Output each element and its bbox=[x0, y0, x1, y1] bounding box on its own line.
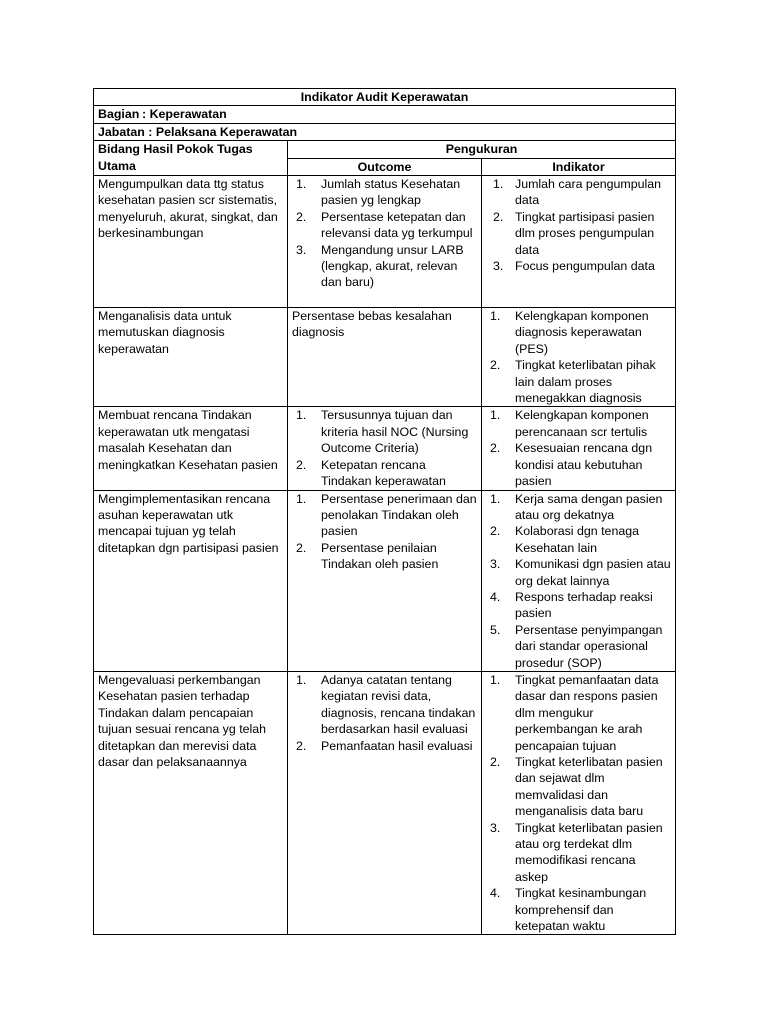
bagian-row bbox=[94, 106, 676, 123]
list-text: Kolaborasi dgn tenaga Kesehatan lain bbox=[515, 524, 640, 555]
table-row bbox=[94, 671, 676, 935]
bidang-cell: Mengimplementasikan rencana asuhan keperawatan utk mencapai tujuan yg telah ditetapkan dgn partisipasi pasien bbox=[94, 490, 288, 671]
list-text: Jumlah status Kesehatan pasien yg lengkap bbox=[321, 177, 461, 208]
list-item bbox=[486, 589, 671, 622]
list-item bbox=[292, 491, 477, 540]
list-number: 2. bbox=[296, 540, 307, 555]
list-number: 2. bbox=[490, 755, 501, 769]
indikator-cell bbox=[482, 407, 676, 490]
outcome-cell bbox=[288, 671, 482, 935]
list-number: 2. bbox=[490, 358, 501, 373]
list-item bbox=[486, 176, 671, 209]
list-text: Adanya catatan tentang kegiatan revisi data, diagnosis, rencana tindakan berdasarkan hasil evaluasi bbox=[321, 672, 476, 737]
list-number: 3. bbox=[493, 259, 504, 274]
list-number: 4. bbox=[490, 589, 501, 604]
table-title: Indikator Audit Keperawatan bbox=[94, 89, 676, 106]
list-number: 2. bbox=[296, 457, 307, 472]
indikator-cell bbox=[482, 490, 676, 671]
list-text: Tersusunnya tujuan dan kriteria hasil NOC (Nursing Outcome Criteria) bbox=[321, 408, 469, 456]
list-text: Tingkat kesinambungan komprehensif dan ketepatan waktu bbox=[515, 886, 647, 934]
outcome-cell bbox=[288, 407, 482, 490]
indikator-list bbox=[486, 672, 671, 935]
list-text: Persentase penyimpangan dari standar operasional prosedur (SOP) bbox=[515, 622, 663, 670]
table-row bbox=[94, 176, 676, 308]
indikator-cell bbox=[482, 308, 676, 407]
list-item bbox=[292, 407, 477, 456]
list-item bbox=[292, 209, 477, 242]
list-text: Ketepatan rencana Tindakan keperawatan bbox=[321, 457, 446, 489]
list-item bbox=[486, 523, 671, 556]
list-text: Kesesuaian rencana dgn kondisi atau kebutuhan pasien bbox=[515, 441, 653, 489]
list-text: Komunikasi dgn pasien atau org dekat lainnya bbox=[515, 557, 671, 588]
list-item bbox=[486, 556, 671, 589]
list-text: Kelengkapan komponen perencanaan scr tertulis bbox=[515, 408, 649, 439]
list-item bbox=[486, 820, 671, 886]
list-number: 1. bbox=[490, 309, 501, 324]
bidang-cell: Menganalisis data untuk memutuskan diagnosis keperawatan bbox=[94, 308, 288, 407]
list-number: 1. bbox=[296, 177, 307, 192]
list-number: 1. bbox=[490, 491, 501, 506]
list-text: Tingkat pemanfaatan data dasar dan respons pasien dlm mengukur perkembangan ke arah pencapaian tujuan bbox=[515, 672, 659, 753]
list-number: 2. bbox=[490, 441, 501, 456]
header-indikator: Indikator bbox=[482, 158, 676, 175]
list-text: Persentase penilaian Tindakan oleh pasien bbox=[321, 540, 439, 572]
list-number: 3. bbox=[296, 242, 307, 257]
audit-indicator-table bbox=[93, 88, 676, 935]
indikator-list bbox=[486, 308, 671, 406]
list-number: 2. bbox=[493, 209, 504, 224]
list-text: Tingkat keterlibatan pihak lain dalam proses menegakkan diagnosis bbox=[515, 358, 656, 406]
table-row bbox=[94, 490, 676, 671]
bagian-label: Bagian bbox=[98, 107, 140, 122]
list-item bbox=[486, 258, 671, 274]
list-item bbox=[486, 440, 671, 489]
list-item bbox=[486, 885, 671, 934]
list-number: 5. bbox=[490, 622, 501, 637]
list-item bbox=[292, 738, 477, 754]
outcome-cell bbox=[288, 176, 482, 308]
outcome-cell bbox=[288, 490, 482, 671]
bidang-cell: Mengumpulkan data ttg status kesehatan pasien scr sistematis, menyeluruh, akurat, singkat, dan berkesinambungan bbox=[94, 176, 288, 308]
indikator-cell bbox=[482, 671, 676, 935]
list-number: 3. bbox=[490, 557, 501, 572]
list-text: Pemanfaatan hasil evaluasi bbox=[321, 738, 473, 753]
list-text: Tingkat keterlibatan pasien atau org terdekat dlm memodifikasi rencana askep bbox=[515, 820, 663, 884]
indikator-list bbox=[486, 491, 671, 671]
list-number: 1. bbox=[296, 408, 307, 423]
list-number: 1. bbox=[490, 408, 501, 423]
list-number: 2. bbox=[296, 209, 307, 224]
list-text: Kerja sama dengan pasien atau org dekatnya bbox=[515, 491, 663, 522]
list-item bbox=[292, 242, 477, 291]
jabatan-label: Jabatan bbox=[98, 124, 145, 139]
header-pengukuran: Pengukuran bbox=[288, 141, 676, 158]
indikator-list bbox=[486, 407, 671, 489]
list-number: 4. bbox=[490, 886, 501, 901]
outcome-list bbox=[292, 672, 477, 754]
list-text: Tingkat partisipasi pasien dlm proses pengumpulan data bbox=[515, 209, 655, 257]
list-item bbox=[486, 491, 671, 524]
header-row-1 bbox=[94, 141, 676, 158]
list-text: Persentase penerimaan dan penolakan Tindakan oleh pasien bbox=[321, 491, 477, 539]
list-item bbox=[486, 308, 671, 357]
list-text: Tingkat keterlibatan pasien dan sejawat dlm memvalidasi dan menganalisis data baru bbox=[515, 755, 663, 819]
list-item bbox=[292, 176, 477, 209]
header-outcome: Outcome bbox=[288, 158, 482, 175]
list-number: 3. bbox=[490, 820, 501, 835]
title-row bbox=[94, 89, 676, 106]
header-bidang: Bidang Hasil Pokok Tugas Utama bbox=[94, 141, 288, 176]
list-number: 2. bbox=[490, 524, 501, 539]
list-item bbox=[486, 622, 671, 671]
list-item bbox=[486, 357, 671, 406]
jabatan-cell bbox=[94, 123, 676, 140]
outcome-list bbox=[292, 176, 477, 291]
list-text: Mengandung unsur LARB (lengkap, akurat, relevan dan baru) bbox=[321, 242, 464, 290]
bidang-cell: Membuat rencana Tindakan keperawatan utk mengatasi masalah Kesehatan dan meningkatkan Kesehatan pasien bbox=[94, 407, 288, 490]
list-number: 1. bbox=[296, 672, 307, 687]
bagian-value: : Keperawatan bbox=[142, 107, 227, 122]
outcome-list bbox=[292, 407, 477, 489]
list-text: Focus pengumpulan data bbox=[515, 259, 655, 274]
bidang-cell: Mengevaluasi perkembangan Kesehatan pasien terhadap Tindakan dalam pencapaian tujuan sesuai rencana yg telah ditetapkan dan merevisi data dasar dan pelaksanaannya bbox=[94, 671, 288, 935]
list-item bbox=[486, 209, 671, 258]
jabatan-value: : Pelaksana Keperawatan bbox=[148, 124, 298, 139]
table-row bbox=[94, 407, 676, 490]
outcome-cell: Persentase bebas kesalahan diagnosis bbox=[288, 308, 482, 407]
list-text: Persentase ketepatan dan relevansi data yg terkumpul bbox=[321, 209, 473, 241]
list-item bbox=[292, 672, 477, 738]
list-text: Kelengkapan komponen diagnosis keperawatan (PES) bbox=[515, 309, 649, 356]
list-item bbox=[486, 407, 671, 440]
list-text: Respons terhadap reaksi pasien bbox=[515, 589, 653, 621]
indikator-cell bbox=[482, 176, 676, 308]
list-item bbox=[486, 754, 671, 820]
list-text: Jumlah cara pengumpulan data bbox=[515, 177, 662, 208]
bagian-cell bbox=[94, 106, 676, 123]
list-number: 1. bbox=[493, 177, 504, 192]
list-number: 1. bbox=[490, 672, 501, 687]
list-number: 1. bbox=[296, 491, 307, 506]
outcome-list bbox=[292, 491, 477, 573]
list-item bbox=[486, 672, 671, 754]
jabatan-row bbox=[94, 123, 676, 140]
table-row bbox=[94, 308, 676, 407]
indikator-list bbox=[486, 176, 671, 274]
list-number: 2. bbox=[296, 738, 307, 753]
list-item bbox=[292, 540, 477, 573]
list-item bbox=[292, 457, 477, 490]
